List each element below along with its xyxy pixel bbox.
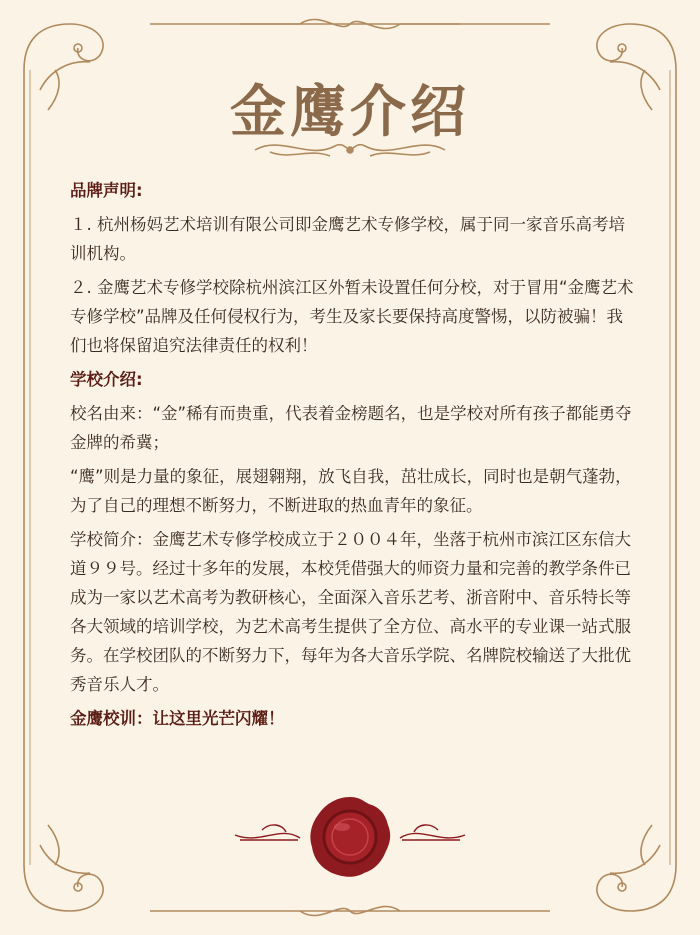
school-eagle-meaning: “鹰”则是力量的象征，展翅翱翔，放飞自我，茁壮成长，同时也是朝气蓬勃，为了自己的理想不断努力，不断进取的热血青年的象征。 bbox=[70, 467, 632, 515]
wax-seal-icon bbox=[306, 793, 394, 881]
brand-paragraph-2: ２. 金鹰艺术专修学校除杭州滨江区外暂未设置任何分校，对于冒用“金鹰艺术专修学校”品牌及任何侵权行为，考生及家长要保持高度警惕，以防被骗！我们也将保留追究法律责任的权利！ bbox=[70, 278, 634, 355]
page-title: 金鹰介绍 bbox=[230, 79, 470, 145]
brand-heading: 品牌声明: bbox=[70, 181, 143, 200]
school-motto: 金鹰校训：让这里光芒闪耀！ bbox=[70, 709, 285, 728]
school-heading: 学校介绍: bbox=[70, 370, 143, 389]
school-introduction: 学校简介：金鹰艺术专修学校成立于２００４年，坐落于杭州市滨江区东信大道９９号。经过十多年的发展，本校凭借强大的师资力量和完善的教学条件已成为一家以艺术高考为教研核心，全面深入音乐艺考、浙音附中、音乐特长等各大领域的培训学校，为艺术高考生提供了全方位、高水平的专业课一站式服务。在学校团队的不断努力下，每年为各大音乐学院、名牌院校输送了大批优秀音乐人才。 bbox=[70, 530, 631, 694]
brand-paragraph-1: １. 杭州杨妈艺术培训有限公司即金鹰艺术专修学校，属于同一家音乐高考培训机构。 bbox=[70, 215, 625, 263]
content-body bbox=[70, 176, 635, 738]
school-name-origin: 校名由来：“金”稀有而贵重，代表着金榜题名，也是学校对所有孩子都能勇夺金牌的希冀； bbox=[70, 404, 632, 452]
